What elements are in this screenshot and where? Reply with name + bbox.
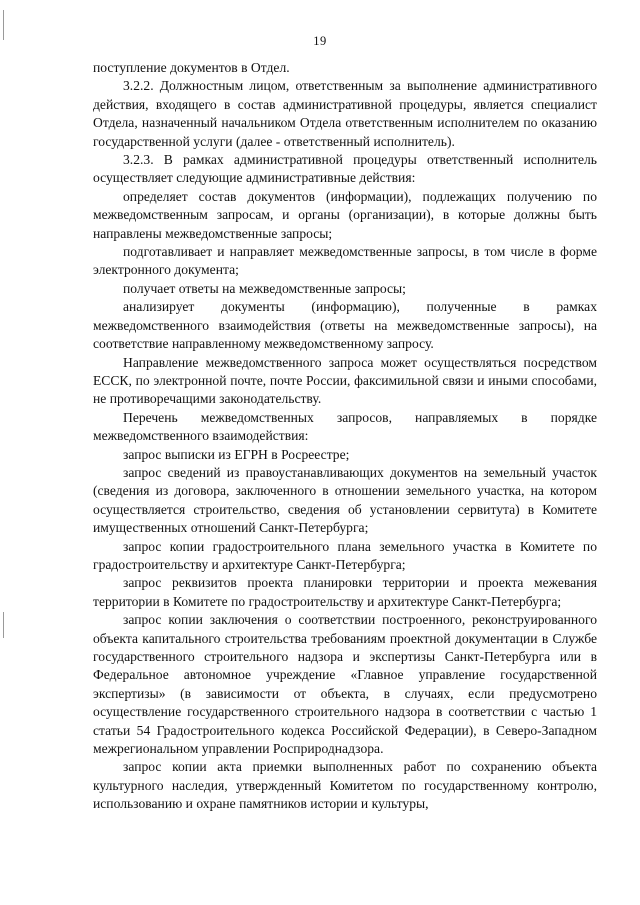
paragraph: определяет состав документов (информации), подлежащих получению по межведомственным запросам, и органы (организации), в которые должны быть направлены межведомственные запросы;: [93, 188, 597, 241]
paragraph: Направление межведомственного запроса может осуществляться посредством ЕССК, по электронной почте, почте России, факсимильной связи и иными способами, не противоречащими законодательству.: [93, 354, 597, 407]
paragraph: 3.2.2. Должностным лицом, ответственным за выполнение административного действия, входящего в состав административной процедуры, является специалист Отдела, назначенный начальником Отдела ответственным исполнителем по оказанию государственной услуги (далее - ответственный исполнитель).: [93, 78, 597, 149]
page-number: 19: [313, 34, 327, 48]
paragraph: запрос копии акта приемки выполненных работ по сохранению объекта культурного наследия, утвержденный Комитетом по государственному контролю, использованию и охране памятников истории и культуры,: [93, 759, 597, 812]
paragraph: получает ответы на межведомственные запросы;: [123, 280, 406, 296]
paragraph: запрос копии заключения о соответствии построенного, реконструированного объекта капитального строительства требованиям проектной документации в Службе государственного строительного надзора и экспертизы Санкт-Петербурга или в Федеральное автономное учреждение «Главное управление государственной экспертизы» (в зависимости от объекта, в случаях, если предусмотрено осуществление государственного строительного надзора в соответствии с частью 1 статьи 54 Градостроительного кодекса Российской Федерации), в Северо-Западном межрегиональном управлении Росприроднадзора.: [93, 612, 597, 757]
paragraph: запрос копии градостроительного плана земельного участка в Комитете по градостроительству и архитектуре Санкт-Петербурга;: [93, 538, 597, 572]
paragraph: запрос выписки из ЕГРН в Росреестре;: [123, 446, 350, 462]
paragraph: поступление документов в Отдел.: [93, 60, 290, 75]
paragraph: анализирует документы (информацию), полученные в рамках межведомственного взаимодействия (ответы на межведомственные запросы), на соответствие направленному межведомственному запросу.: [93, 299, 597, 352]
paragraph: запрос реквизитов проекта планировки территории и проекта межевания территории в Комитете по градостроительству и архитектуре Санкт-Петербурга;: [93, 575, 597, 609]
paragraph: Перечень межведомственных запросов, направляемых в порядке межведомственного взаимодействия:: [93, 409, 597, 444]
body-text: [93, 59, 597, 814]
scan-edge-mark-bottom: [3, 612, 4, 638]
paragraph: подготавливает и направляет межведомственные запросы, в том числе в форме электронного документа;: [93, 244, 597, 278]
paragraph: 3.2.3. В рамках административной процедуры ответственный исполнитель осуществляет следующие административные действия:: [93, 152, 597, 186]
paragraph: запрос сведений из правоустанавливающих документов на земельный участок (сведения из договора, заключенного в отношении земельного участка, на котором осуществляется строительство, сведения об установлении сервитута) в Комитете имущественных отношений Санкт-Петербурга;: [93, 464, 597, 536]
